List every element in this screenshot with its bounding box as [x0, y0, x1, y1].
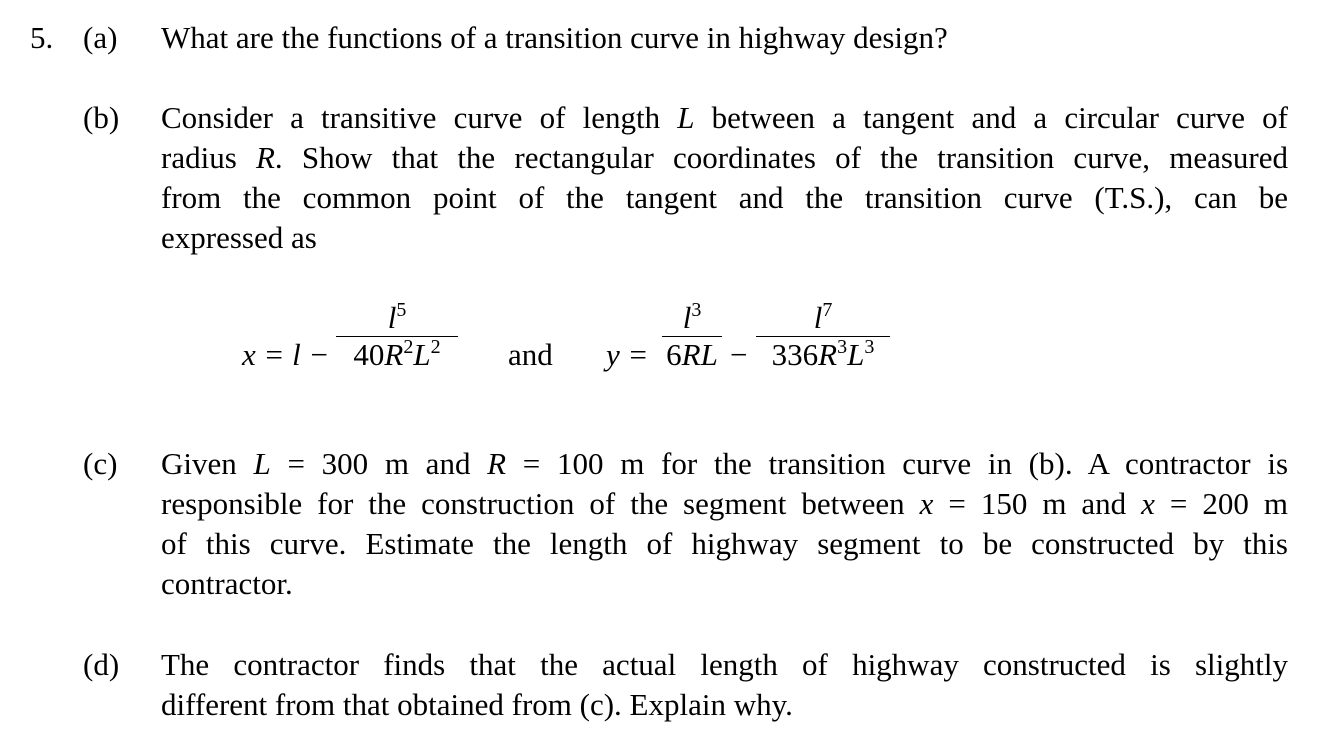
part-c-line-1: Given L = 300 m and R = 100 m for the transition curve in (b). A contractor is — [161, 446, 1289, 481]
part-d-label: (d) — [83, 647, 120, 682]
question-number: 5. — [30, 20, 54, 55]
y-fraction-1: $l^3$ 6RL — [662, 300, 722, 373]
coordinate-formula — [0, 300, 1330, 410]
part-a-text — [161, 18, 1288, 58]
part-c-line-2: responsible for the construction of the segment between x = 150 m and x = 200 m — [161, 486, 1288, 521]
part-c-text — [161, 444, 1288, 604]
x-lhs: x = l − — [242, 337, 330, 372]
part-d-line-1: The contractor finds that the actual length of highway constructed is slightly — [161, 647, 1288, 682]
part-c-line-4: contractor. — [161, 566, 293, 601]
part-b-line-4: expressed as — [161, 220, 317, 255]
part-c-label: (c) — [83, 446, 118, 481]
minus-sign: − — [730, 337, 748, 372]
part-d-line-2: different from that obtained from (c). Explain why. — [161, 687, 793, 722]
part-b-label: (b) — [83, 100, 120, 135]
part-b-line-2: radius R. Show that the rectangular coordinates of the transition curve, measured — [161, 140, 1288, 175]
part-b-line-3: from the common point of the tangent and the transition curve (T.S.), can be — [161, 180, 1288, 215]
part-b-text — [161, 98, 1288, 258]
part-c-line-3: of this curve. Estimate the length of highway segment to be constructed by this — [161, 526, 1288, 561]
part-a-label: (a) — [83, 20, 118, 55]
y-lhs: y = — [606, 337, 649, 372]
part-a-line: What are the functions of a transition curve in highway design? — [161, 20, 948, 55]
part-d-text — [161, 645, 1288, 725]
and-word: and — [508, 337, 553, 372]
part-b-line-1: Consider a transitive curve of length L between a tangent and a circular curve of — [161, 100, 1288, 135]
y-fraction-2: $l^7$ $336R^3L^3$ — [756, 300, 890, 373]
x-fraction: $l^5$ $40R^2L^2$ — [336, 300, 458, 373]
